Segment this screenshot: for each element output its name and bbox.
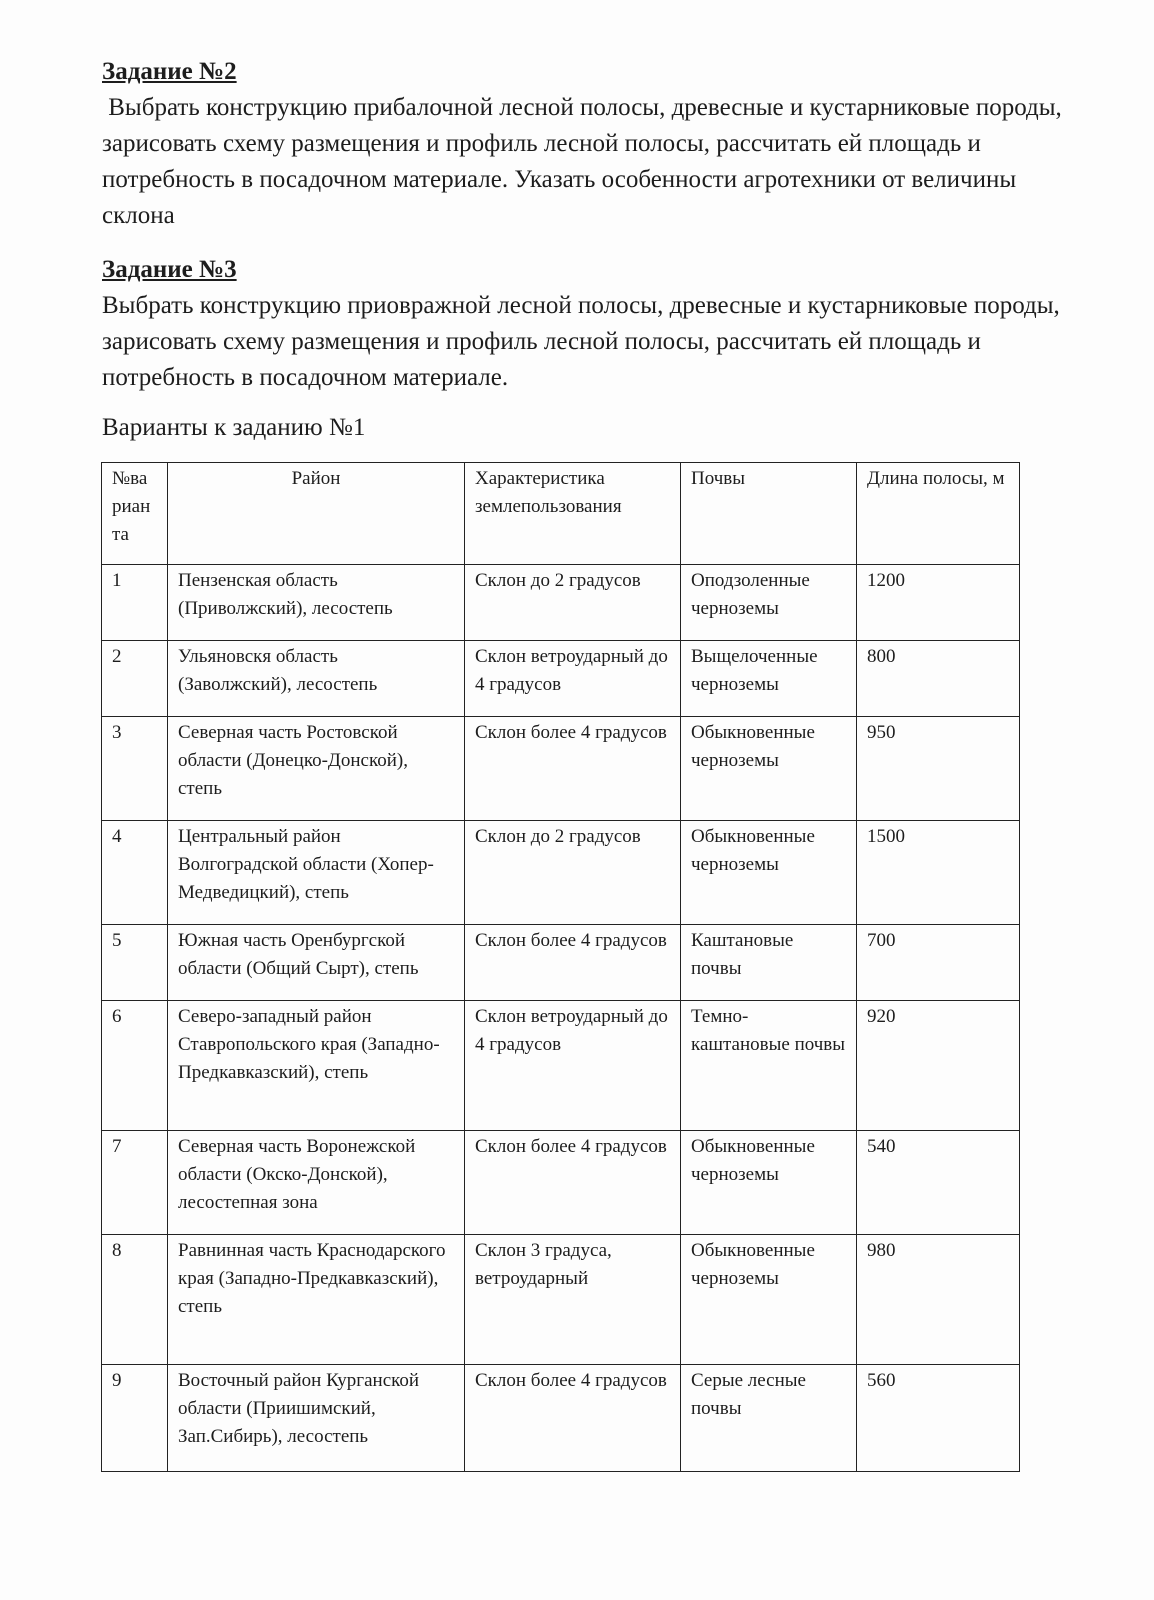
cell-length: 980 <box>857 1235 1020 1365</box>
cell-region: Северная часть Ростовской области (Донецко-Донской), степь <box>168 717 465 821</box>
cell-region: Пензенская область (Приволжский), лесостепь <box>168 565 465 641</box>
table-row <box>102 821 1020 925</box>
cell-variant-number: 9 <box>102 1365 168 1472</box>
table-row <box>102 1365 1020 1472</box>
cell-length: 560 <box>857 1365 1020 1472</box>
table-row <box>102 1235 1020 1365</box>
cell-land-use: Склон до 2 градусов <box>465 821 681 925</box>
cell-land-use: Склон более 4 градусов <box>465 1131 681 1235</box>
header-land-use: Характеристика землепользования <box>465 463 681 565</box>
task-2-text: Выбрать конструкцию прибалочной лесной полосы, древесные и кустарниковые породы, зарисовать схему размещения и профиль лесной полосы, рассчитать ей площадь и потребность в посадочном материале. Указать особенности агротехники от величины склона <box>102 94 1069 229</box>
cell-length: 1200 <box>857 565 1020 641</box>
cell-length: 950 <box>857 717 1020 821</box>
variants-table <box>101 462 1020 1472</box>
cell-variant-number: 5 <box>102 925 168 1001</box>
cell-region: Северная часть Воронежской области (Окско-Донской), лесостепная зона <box>168 1131 465 1235</box>
header-region: Район <box>168 463 465 565</box>
table-row <box>102 1001 1020 1131</box>
cell-soil: Оподзоленные черноземы <box>681 565 857 641</box>
task-2-section <box>102 54 1069 234</box>
header-length: Длина полосы, м <box>857 463 1020 565</box>
table-row <box>102 1131 1020 1235</box>
cell-land-use: Склон ветроударный до 4 градусов <box>465 1001 681 1131</box>
cell-variant-number: 3 <box>102 717 168 821</box>
cell-soil: Каштановые почвы <box>681 925 857 1001</box>
cell-variant-number: 7 <box>102 1131 168 1235</box>
cell-soil: Обыкновенные черноземы <box>681 717 857 821</box>
cell-land-use: Склон более 4 градусов <box>465 717 681 821</box>
cell-soil: Серые лесные почвы <box>681 1365 857 1472</box>
cell-region: Равнинная часть Краснодарского края (Западно-Предкавказский), степь <box>168 1235 465 1365</box>
cell-land-use: Склон более 4 градусов <box>465 925 681 1001</box>
cell-length: 1500 <box>857 821 1020 925</box>
cell-variant-number: 1 <box>102 565 168 641</box>
cell-variant-number: 8 <box>102 1235 168 1365</box>
cell-soil: Темно-каштановые почвы <box>681 1001 857 1131</box>
cell-soil: Обыкновенные черноземы <box>681 1131 857 1235</box>
cell-variant-number: 6 <box>102 1001 168 1131</box>
cell-variant-number: 2 <box>102 641 168 717</box>
cell-length: 920 <box>857 1001 1020 1131</box>
cell-land-use: Склон ветроударный до 4 градусов <box>465 641 681 717</box>
cell-land-use: Склон 3 градуса, ветроударный <box>465 1235 681 1365</box>
table-header-row <box>102 463 1020 565</box>
cell-length: 540 <box>857 1131 1020 1235</box>
cell-variant-number: 4 <box>102 821 168 925</box>
table-row <box>102 925 1020 1001</box>
task-3-text: Выбрать конструкцию приовражной лесной полосы, древесные и кустарниковые породы, зарисовать схему размещения и профиль лесной полосы, рассчитать ей площадь и потребность в посадочном материале. <box>102 292 1060 391</box>
cell-region: Южная часть Оренбургской области (Общий Сырт), степь <box>168 925 465 1001</box>
table-row <box>102 641 1020 717</box>
table-row <box>102 565 1020 641</box>
cell-land-use: Склон более 4 градусов <box>465 1365 681 1472</box>
variants-heading: Варианты к заданию №1 <box>102 414 366 441</box>
cell-region: Восточный район Курганской области (Приишимский, Зап.Сибирь), лесостепь <box>168 1365 465 1472</box>
cell-region: Северо-западный район Ставропольского края (Западно-Предкавказский), степь <box>168 1001 465 1131</box>
cell-length: 700 <box>857 925 1020 1001</box>
table-row <box>102 717 1020 821</box>
cell-soil: Выщелоченные черноземы <box>681 641 857 717</box>
cell-soil: Обыкновенные черноземы <box>681 1235 857 1365</box>
header-variant-number: №ва риан та <box>102 463 168 565</box>
cell-soil: Обыкновенные черноземы <box>681 821 857 925</box>
task-3-title: Задание №3 <box>102 256 237 283</box>
cell-region: Ульяновскя область (Заволжский), лесостепь <box>168 641 465 717</box>
cell-land-use: Склон до 2 градусов <box>465 565 681 641</box>
task-2-title: Задание №2 <box>102 58 237 85</box>
task-3-section <box>102 252 1062 396</box>
cell-region: Центральный район Волгоградской области (Хопер-Медведицкий), степь <box>168 821 465 925</box>
header-soil: Почвы <box>681 463 857 565</box>
cell-length: 800 <box>857 641 1020 717</box>
